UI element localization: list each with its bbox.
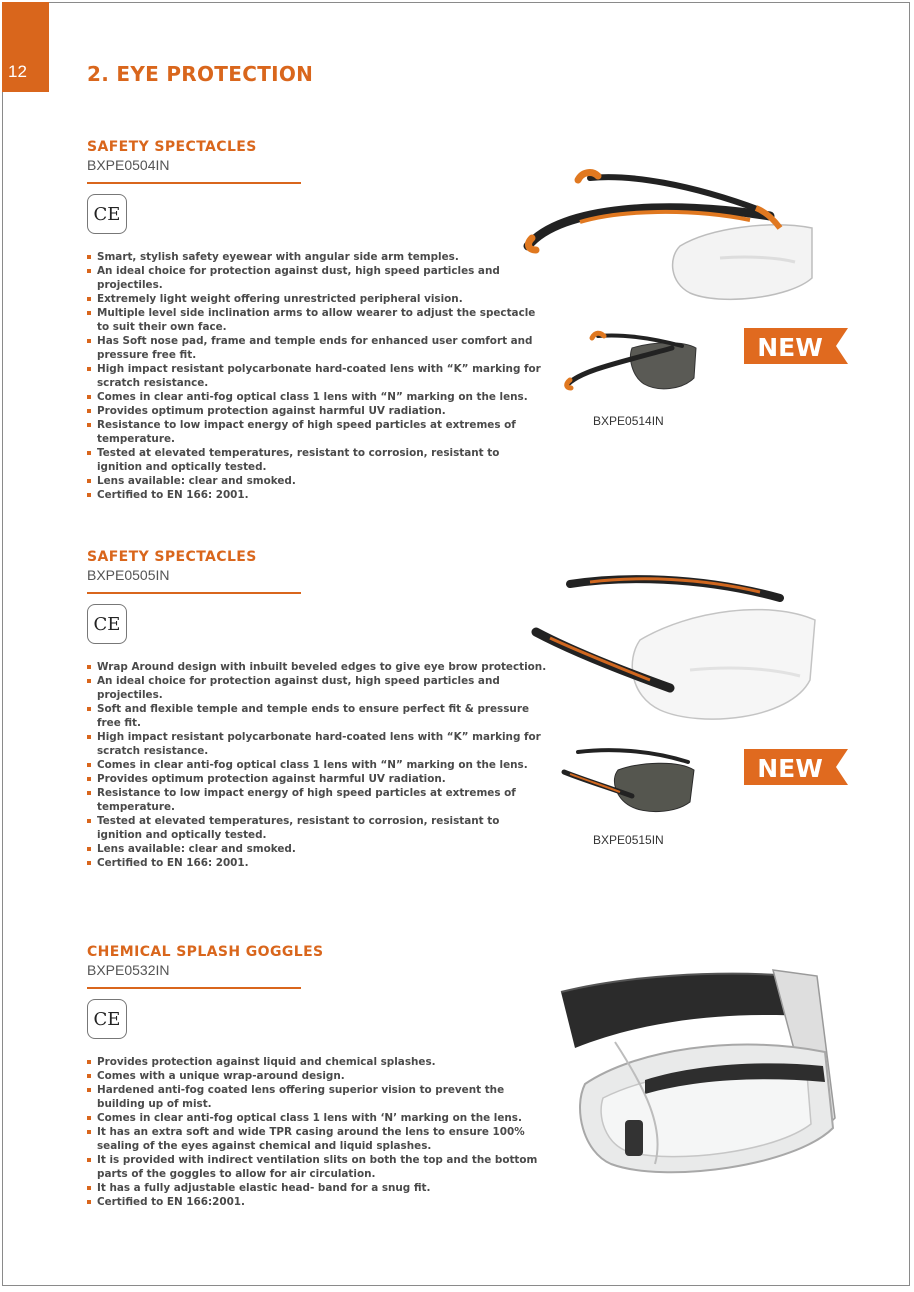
new-badge-label: NEW	[757, 333, 823, 362]
variant-caption: BXPE0514IN	[593, 414, 664, 428]
ce-mark-icon: CE	[87, 194, 127, 234]
feature-item: It is provided with indirect ventilation slits on both the top and the bottom parts of the goggles to allow for air circulation.	[87, 1153, 547, 1181]
section-title: SAFETY SPECTACLES	[87, 549, 257, 565]
page-number: 12	[8, 62, 27, 81]
feature-item: Certified to EN 166: 2001.	[87, 856, 547, 870]
product-code: BXPE0505IN	[87, 567, 170, 583]
new-badge-label: NEW	[757, 754, 823, 783]
feature-item: Lens available: clear and smoked.	[87, 842, 547, 856]
feature-item: Resistance to low impact energy of high speed particles at extremes of temperature.	[87, 418, 547, 446]
product-code: BXPE0504IN	[87, 157, 170, 173]
feature-list	[87, 1055, 547, 1209]
feature-item: Smart, stylish safety eyewear with angular side arm temples.	[87, 250, 547, 264]
feature-item: Comes in clear anti-fog optical class 1 lens with “N” marking on the lens.	[87, 758, 547, 772]
new-badge	[744, 328, 848, 364]
feature-item: Hardened anti-fog coated lens offering superior vision to prevent the building up of mist.	[87, 1083, 547, 1111]
section-chemical-splash-goggles	[87, 944, 547, 1209]
section-rule	[87, 182, 301, 184]
feature-item: Certified to EN 166: 2001.	[87, 488, 547, 502]
feature-item: High impact resistant polycarbonate hard-coated lens with “K” marking for scratch resistance.	[87, 730, 547, 758]
feature-item: It has an extra soft and wide TPR casing around the lens to ensure 100% sealing of the eyes against chemical and liquid splashes.	[87, 1125, 547, 1153]
feature-item: Multiple level side inclination arms to allow wearer to adjust the spectacle to suit their own face.	[87, 306, 547, 334]
feature-item: Extremely light weight offering unrestricted peripheral vision.	[87, 292, 547, 306]
section-title: CHEMICAL SPLASH GOGGLES	[87, 944, 324, 960]
feature-item: Comes in clear anti-fog optical class 1 lens with ‘N’ marking on the lens.	[87, 1111, 547, 1125]
section-rule	[87, 987, 301, 989]
feature-item: Has Soft nose pad, frame and temple ends for enhanced user comfort and pressure free fit.	[87, 334, 547, 362]
feature-item: Resistance to low impact energy of high speed particles at extremes of temperature.	[87, 786, 547, 814]
section-safety-spectacles-1	[87, 139, 547, 502]
spectacles-bxpe0515in-image	[560, 746, 700, 818]
feature-item: An ideal choice for protection against dust, high speed particles and projectiles.	[87, 674, 547, 702]
variant-caption: BXPE0515IN	[593, 833, 664, 847]
ce-mark-icon: CE	[87, 604, 127, 644]
feature-item: Soft and flexible temple and temple ends to ensure perfect fit & pressure free fit.	[87, 702, 547, 730]
feature-list	[87, 660, 547, 870]
new-badge	[744, 749, 848, 785]
ce-mark-icon: CE	[87, 999, 127, 1039]
spectacles-bxpe0514in-image	[562, 326, 702, 398]
spectacles-bxpe0505in-image	[530, 570, 820, 730]
feature-item: It has a fully adjustable elastic head- band for a snug fit.	[87, 1181, 547, 1195]
spectacles-bxpe0504in-image	[520, 158, 820, 308]
chemical-goggles-image	[555, 968, 840, 1188]
section-title: SAFETY SPECTACLES	[87, 139, 257, 155]
section-rule	[87, 592, 301, 594]
feature-item: Certified to EN 166:2001.	[87, 1195, 547, 1209]
feature-item: Provides protection against liquid and chemical splashes.	[87, 1055, 547, 1069]
feature-item: Tested at elevated temperatures, resistant to corrosion, resistant to ignition and optically tested.	[87, 814, 547, 842]
feature-item: Comes with a unique wrap-around design.	[87, 1069, 547, 1083]
feature-list	[87, 250, 547, 502]
section-safety-spectacles-2	[87, 549, 547, 870]
feature-item: Comes in clear anti-fog optical class 1 lens with “N” marking on the lens.	[87, 390, 547, 404]
feature-item: Wrap Around design with inbuilt beveled edges to give eye brow protection.	[87, 660, 547, 674]
product-code: BXPE0532IN	[87, 962, 170, 978]
feature-item: Lens available: clear and smoked.	[87, 474, 547, 488]
feature-item: Provides optimum protection against harmful UV radiation.	[87, 404, 547, 418]
feature-item: Tested at elevated temperatures, resistant to corrosion, resistant to ignition and optically tested.	[87, 446, 547, 474]
page-title: 2. EYE PROTECTION	[87, 62, 314, 86]
feature-item: An ideal choice for protection against dust, high speed particles and projectiles.	[87, 264, 547, 292]
feature-item: Provides optimum protection against harmful UV radiation.	[87, 772, 547, 786]
feature-item: High impact resistant polycarbonate hard-coated lens with “K” marking for scratch resistance.	[87, 362, 547, 390]
